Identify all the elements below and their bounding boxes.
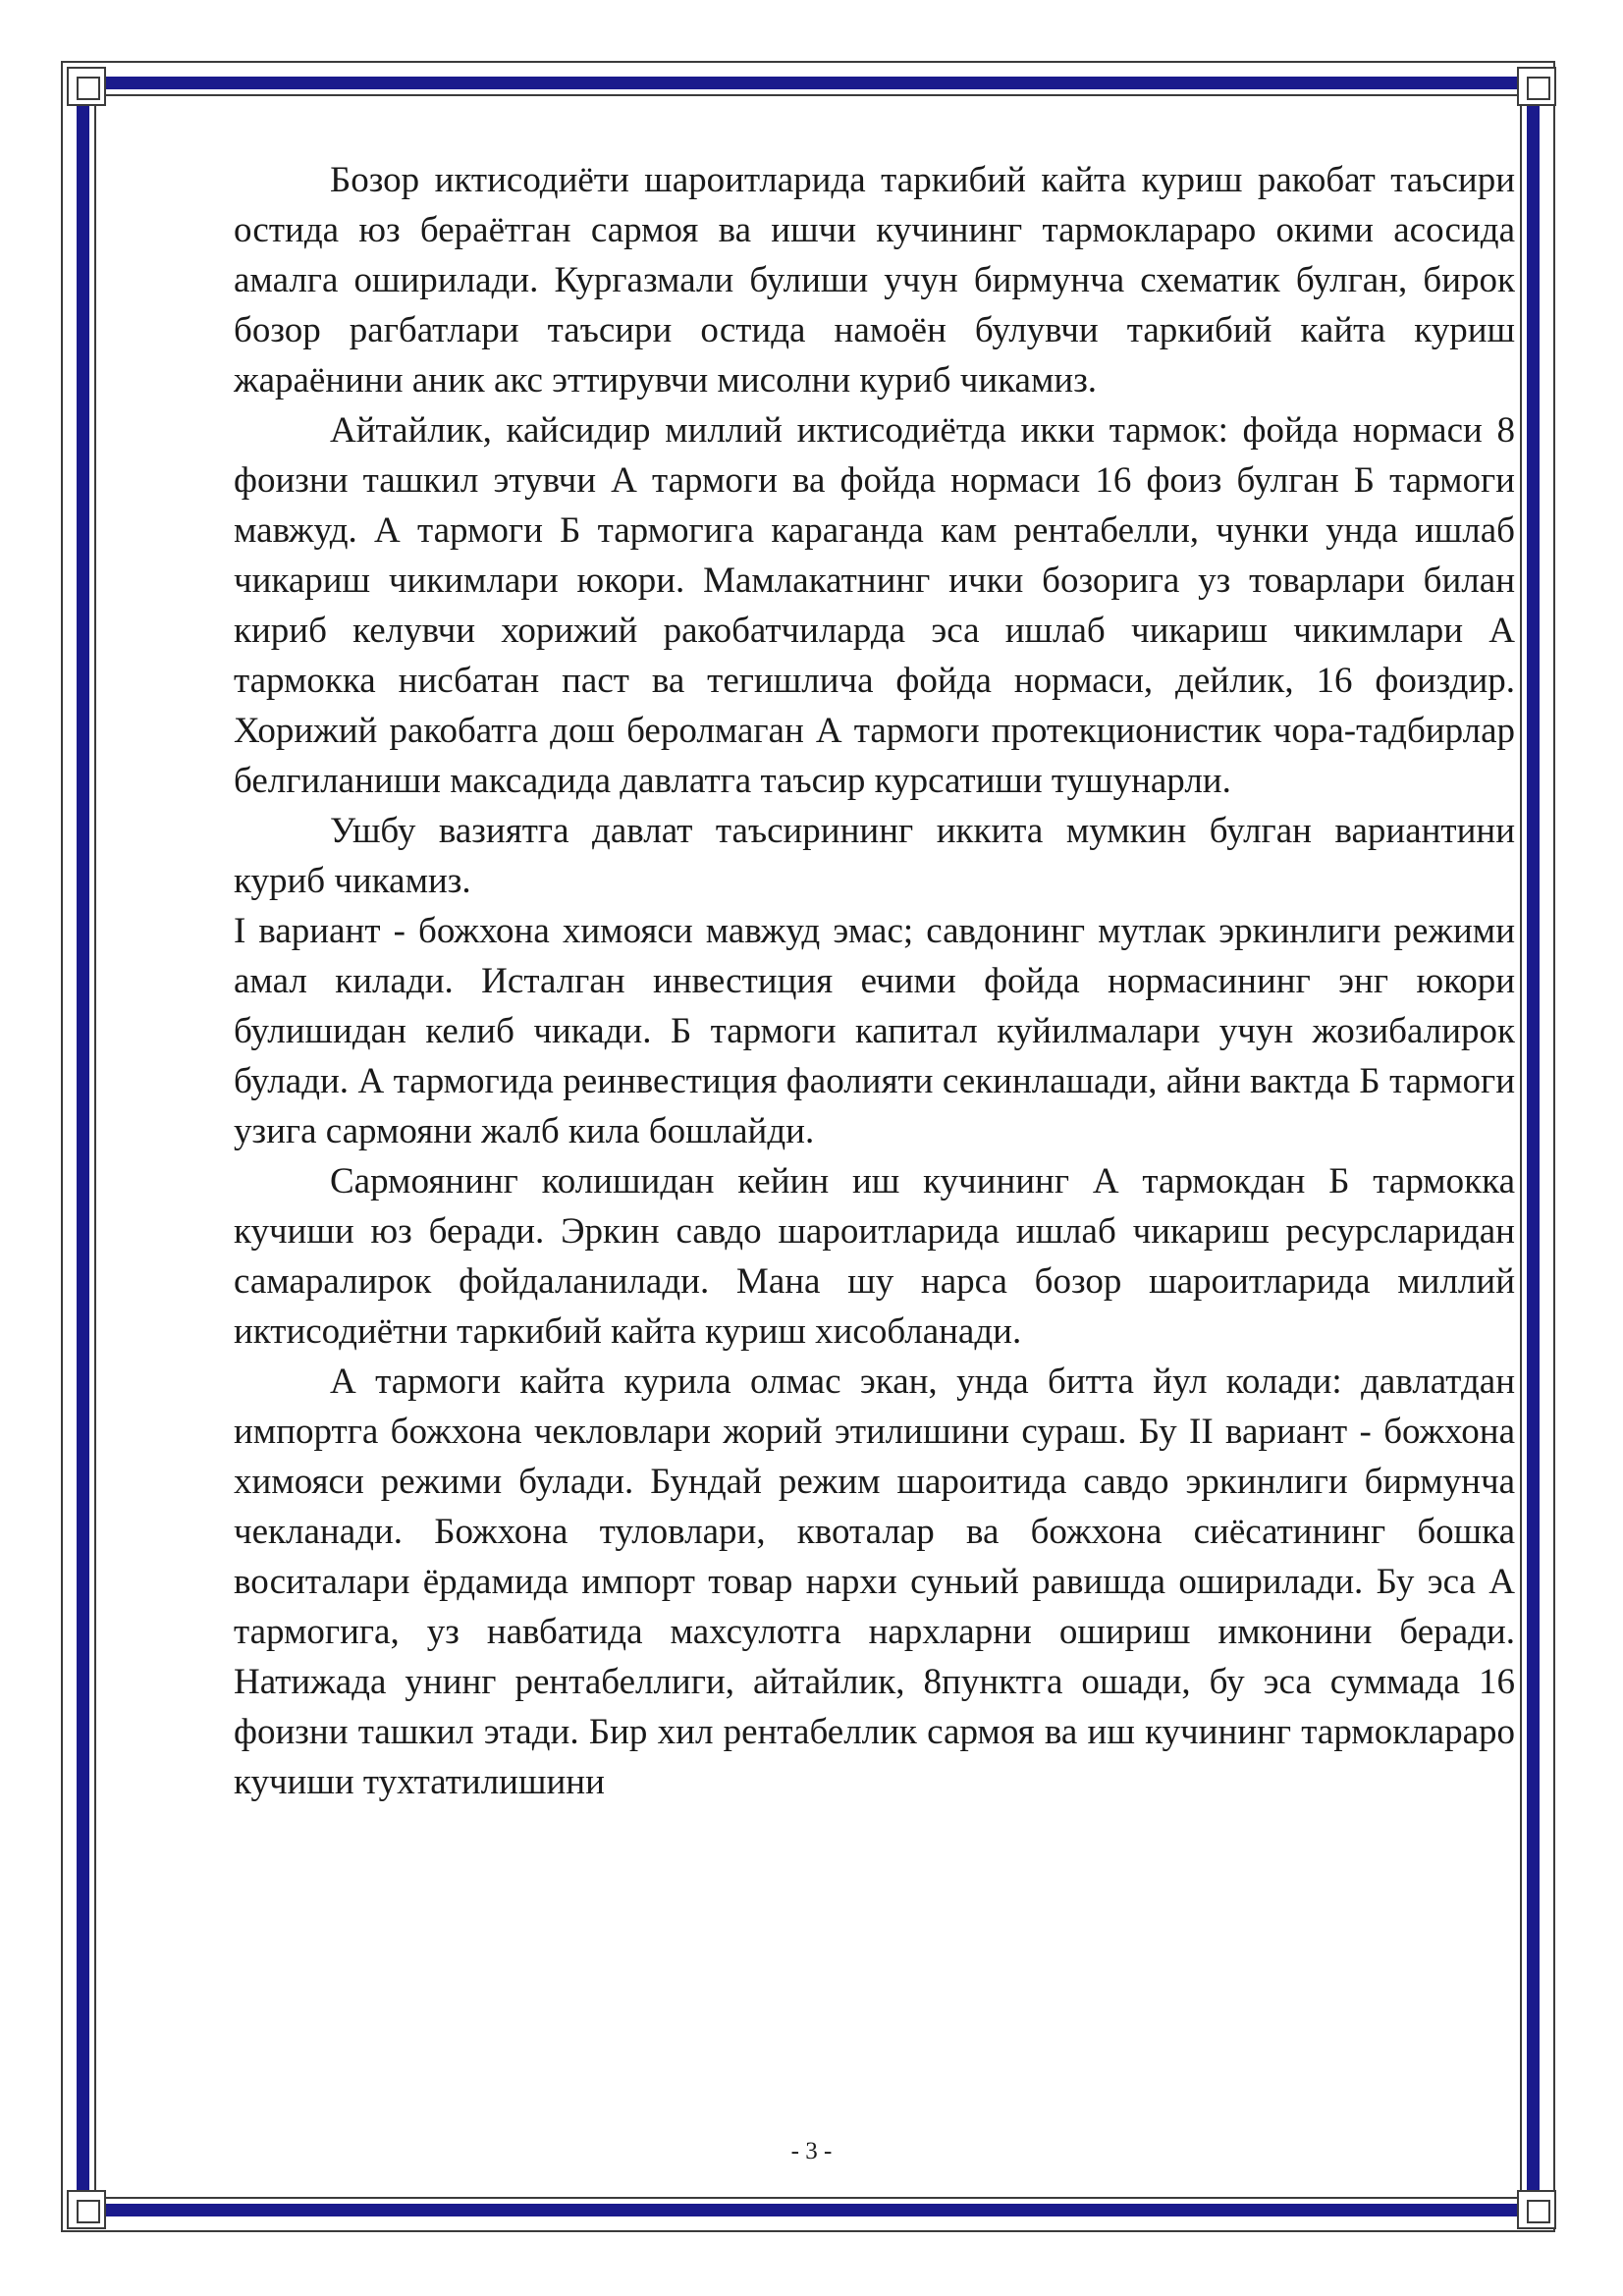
document-body (234, 155, 1515, 1807)
frame-corner-ornament (67, 2190, 106, 2229)
paragraph: А тармоги кайта курила олмас экан, унда битта йул колади: давлатдан импортга божхона чекловлари жорий этилишини сураш. Бу II вариант - божхона химояси режими булади. Бундай режим шароитида савдо эркинлиги бирмунча чекланади. Божхона туловлари, квоталар ва божхона сиёсатининг бошка воситалари ёрдамида импорт товар нархи суньий равишда оширилади. Бу эса А тармогига, уз навбатида махсулотга нархларни ошириш имконини беради. Натижада унинг рентабеллиги, айтайлик, 8пунктга ошади, бу эса суммада 16 фоизни ташкил этади. Бир хил рентабеллик сармоя ва иш кучининг тармоклараро кучиши тухтатилишини (234, 1362, 1515, 1802)
frame-corner-ornament (67, 67, 106, 106)
paragraph: Бозор иктисодиёти шароитларида таркибий кайта куриш ракобат таъсири остида юз бераётган сармоя ва ишчи кучининг тармоклараро окими асосида амалга оширилади. Кургазмали булиши учун бирмунча схематик булган, бирок бозор рагбатлари таъсири остида намоён булувчи таркибий кайта куриш жараёнини аник акс эттирувчи мисолни куриб чикамиз. (234, 160, 1515, 400)
frame-corner-ornament (1517, 67, 1556, 106)
page-number: - 3 - (790, 2138, 833, 2164)
frame-corner-ornament (1517, 2190, 1556, 2229)
paragraph: Сармоянинг колишидан кейин иш кучининг А тармокдан Б тармокка кучиши юз беради. Эркин савдо шароитларида ишлаб чикариш ресурсларидан самаралирок фойдаланилади. Мана шу нарса бозор шароитларида миллий иктисодиётни таркибий кайта куриш хисобланади. (234, 1161, 1515, 1352)
paragraph: Ушбу вазиятга давлат таъсирининг иккита мумкин булган вариантини куриб чикамиз. (234, 811, 1515, 901)
paragraph: Айтайлик, кайсидир миллий иктисодиётда икки тармок: фойда нормаси 8 фоизни ташкил этувчи А тармоги ва фойда нормаси 16 фоиз булган Б тармоги мавжуд. А тармоги Б тармогига караганда кам рентабелли, чунки унда ишлаб чикариш чикимлари юкори. Мамлакатнинг ички бозорига уз товарлари билан кириб келувчи хорижий ракобатчиларда эса ишлаб чикариш чикимлари А тармокка нисбатан паст ва тегишлича фойда нормаси, дейлик, 16 фоиздир. Хорижий ракобатга дош беролмаган А тармоги протекционистик чора-тадбирлар белгиланиши максадида давлатга таъсир курсатиши тушунарли. (234, 410, 1515, 801)
paragraph: I вариант - божхона химояси мавжуд эмас; савдонинг мутлак эркинлиги режими амал килади. Исталган инвестиция ечими фойда нормасининг энг юкори булишидан келиб чикади. Б тармоги капитал куйилмалари учун жозибалирок булади. А тармогида реинвестиция фаолияти секинлашади, айни вактда Б тармоги узига сармояни жалб кила бошлайди. (234, 911, 1515, 1151)
